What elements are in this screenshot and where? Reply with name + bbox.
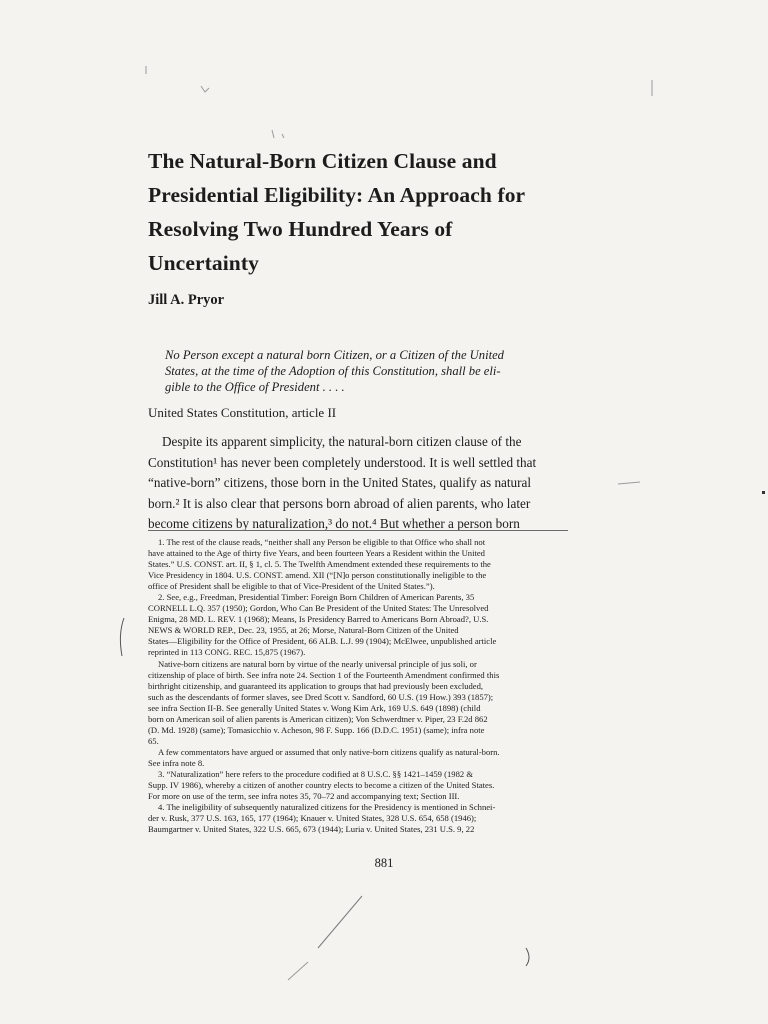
footnote-line: 65. [148,735,159,746]
margin-mark [526,948,529,966]
footnote-line: CORNELL L.Q. 357 (1950); Gordon, Who Can Be President of the United States: The Unresolved [148,603,489,614]
body-line: Constitution¹ has never been completely understood. It is well settled that [148,454,537,470]
footnote-line: Baumgartner v. United States, 322 U.S. 665, 673 (1944); Luria v. United States, 231 U.S. 9, 22 [148,824,475,835]
footnote-line: A few commentators have argued or assumed that only native-born citizens qualify as natural-born. [158,746,500,757]
footnote-line: States—Eligibility for the Office of President, 66 ALB. L.J. 99 (1904); McElwee, unpublished article [148,636,497,647]
pencil-stroke [318,896,362,948]
scan-speck [762,491,765,494]
footnote-line: office of President shall be eligible to that of Vice-President of the United States.”). [148,581,435,592]
footnote-line: 1. The rest of the clause reads, “neither shall any Person be eligible to that Office who shall not [158,537,486,547]
footnote-line: For more on use of the term, see infra notes 35, 70–72 and accompanying text; Section III. [148,791,460,802]
margin-mark [120,618,124,656]
epigraph-line: gible to the Office of President . . . . [165,380,345,394]
footnote-line: NEWS & WORLD REP., Dec. 23, 1955, at 26; Morse, Natural-Born Citizen of the United [148,625,459,636]
author-name: Jill A. Pryor [148,292,225,308]
scan-speck [618,482,640,484]
page-number: 881 [374,856,394,870]
footnote-line: Native-born citizens are natural born by virtue of the nearly universal principle of jus soli, or [158,658,477,669]
body-line: become citizens by naturalization,³ do not.⁴ But whether a person born [148,516,520,532]
scan-speck [272,130,284,138]
footnote-line: Vice Presidency in 1804. U.S. CONST. amend. XII (“[N]o person constitutionally ineligible to the [148,570,487,581]
body-line: born.² It is also clear that persons born abroad of alien parents, who later [148,495,531,511]
footnote-line: See infra note 8. [148,757,205,768]
pencil-stroke [288,962,308,980]
title-line: The Natural-Born Citizen Clause and [148,149,497,173]
footnote-line: der v. Rusk, 377 U.S. 163, 165, 177 (1964); Knauer v. United States, 328 U.S. 654, 658 (1946); [148,813,477,824]
footnote-line: 3. “Naturalization” here refers to the procedure codified at 8 U.S.C. §§ 1421–1459 (1982 & [158,768,474,779]
footnote-line: such as the descendants of former slaves, see Dred Scott v. Sandford, 60 U.S. (19 How.) 393 (1857); [148,691,494,702]
scan-speck [201,86,209,92]
footnote-line: Supp. IV 1986), whereby a citizen of another country elects to become a citizen of the United States. [148,780,495,791]
footnote-line: 4. The ineligibility of subsequently naturalized citizens for the Presidency is mentioned in Schnei- [158,802,496,813]
title-line: Resolving Two Hundred Years of [148,217,453,241]
footnote-line: Enigma, 28 MD. L. REV. 1 (1968); Means, Is Presidency Barred to Americans Born Abroad?, U.S. [148,614,489,625]
title-line: Presidential Eligibility: An Approach for [148,183,526,207]
epigraph-line: No Person except a natural born Citizen, or a Citizen of the United [165,348,504,362]
epigraph-line: States, at the time of the Adoption of this Constitution, shall be eli- [165,364,501,378]
footnote-line: citizenship of place of birth. See infra note 24. Section 1 of the Fourteenth Amendment confirmed this [148,669,500,680]
footnote-line: have attained to the Age of thirty five Years, and been fourteen Years a Resident within the United [148,548,485,559]
footnote-line: see infra Section II-B. See generally United States v. Wong Kim Ark, 169 U.S. 649 (1898) (child [148,702,481,713]
body-line: “native-born” citizens, those born in the United States, qualify as natural [148,475,532,491]
footnote-line: States.” U.S. CONST. art. II, § 1, cl. 5. The Twelfth Amendment extended these requirements to the [148,559,491,570]
footnote-line: 2. See, e.g., Freedman, Presidential Timber: Foreign Born Children of American Parents, 35 [158,592,475,603]
footnote-line: (D. Md. 1928) (same); Tomasicchio v. Acheson, 98 F. Supp. 166 (D.D.C. 1951) (same); infra note [148,724,485,735]
footnote-line: reprinted in 113 CONG. REC. 15,875 (1967). [148,647,306,658]
footnote-line: birthright citizenship, and guaranteed its application to groups that had previously been excluded, [148,680,484,691]
title-line: Uncertainty [148,251,259,275]
body-line: Despite its apparent simplicity, the natural-born citizen clause of the [162,434,522,449]
footnote-line: born on American soil of alien parents is American citizen); Von Schwerdtner v. Piper, 23 F.2d 862 [148,713,488,724]
epigraph-source: United States Constitution, article II [148,405,337,420]
